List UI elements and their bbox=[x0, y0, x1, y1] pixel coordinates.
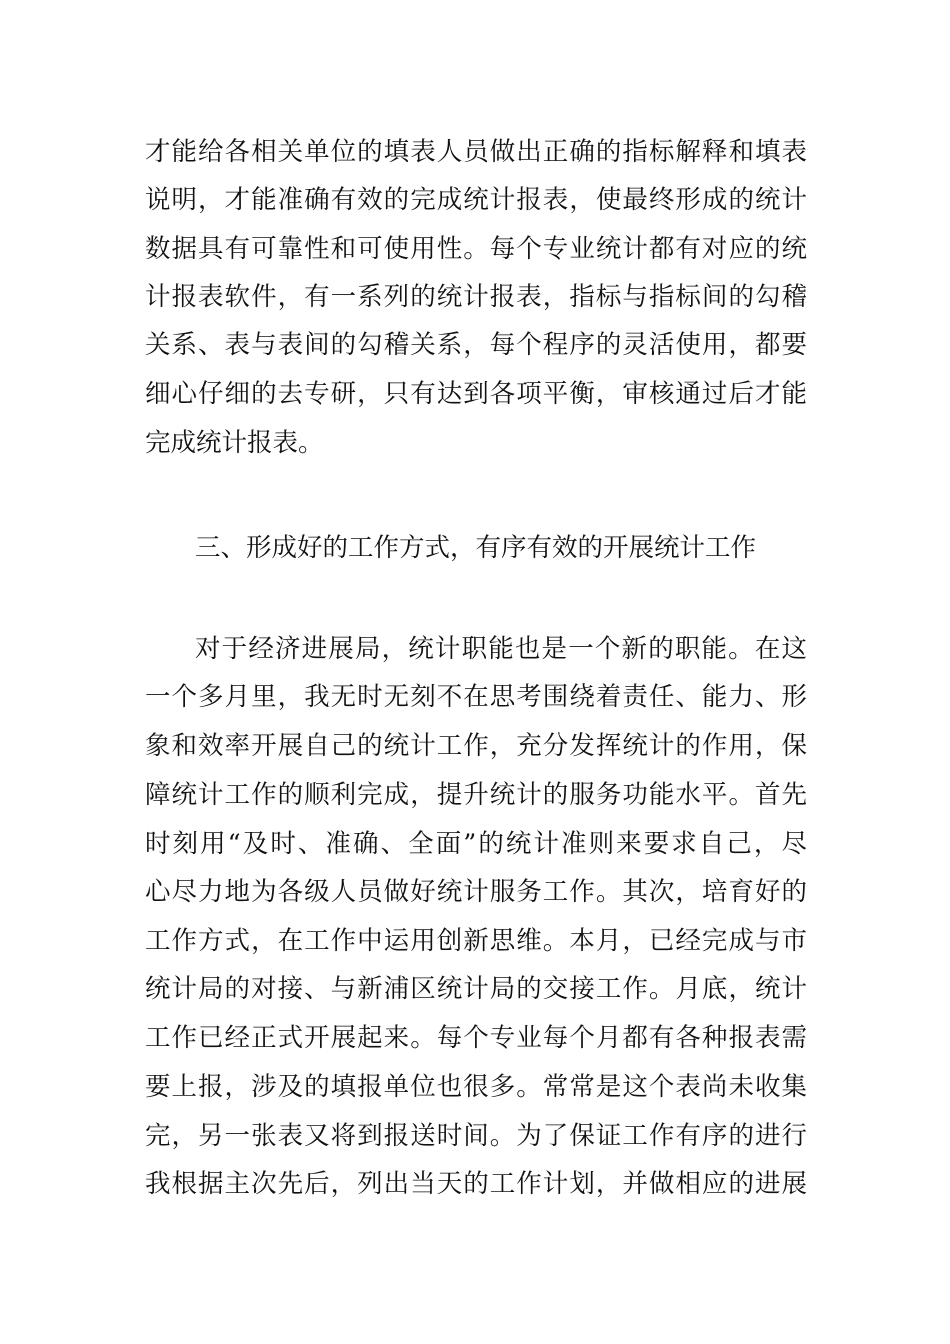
paragraph-2-line-10: 要上报，涉及的填报单位也很多。常常是这个表尚未收集 bbox=[145, 1072, 807, 1102]
paragraph-1-line-7: 完成统计报表。 bbox=[145, 428, 324, 458]
paragraph-1-line-1: 才能给各相关单位的填表人员做出正确的指标解释和填表 bbox=[145, 137, 807, 167]
paragraph-2-line-1: 对于经济进展局，统计职能也是一个新的职能。在这 bbox=[195, 634, 807, 664]
paragraph-2-line-5: 时刻用“及时、准确、全面”的统计准则来要求自己，尽 bbox=[145, 829, 807, 859]
paragraph-1-line-2: 说明，才能准确有效的完成统计报表，使最终形成的统计 bbox=[145, 185, 807, 215]
paragraph-2-line-9: 工作已经正式开展起来。每个专业每个月都有各种报表需 bbox=[145, 1023, 807, 1053]
paragraph-2-line-7: 工作方式，在工作中运用创新思维。本月，已经完成与市 bbox=[145, 926, 807, 956]
paragraph-2-line-4: 障统计工作的顺利完成，提升统计的服务功能水平。首先 bbox=[145, 780, 807, 810]
paragraph-1-line-5: 关系、表与表间的勾稽关系，每个程序的灵活使用，都要 bbox=[145, 330, 807, 360]
paragraph-1-line-4: 计报表软件，有一系列的统计报表，指标与指标间的勾稽 bbox=[145, 282, 807, 312]
paragraph-2-line-2: 一个多月里，我无时无刻不在思考围绕着责任、能力、形 bbox=[145, 682, 807, 712]
paragraph-2-line-11: 完，另一张表又将到报送时间。为了保证工作有序的进行 bbox=[145, 1121, 807, 1151]
paragraph-1-line-3: 数据具有可靠性和可使用性。每个专业统计都有对应的统 bbox=[145, 234, 807, 264]
paragraph-1-line-6: 细心仔细的去专研，只有达到各项平衡，审核通过后才能 bbox=[145, 379, 807, 409]
section-heading: 三、形成好的工作方式，有序有效的开展统计工作 bbox=[195, 533, 757, 563]
paragraph-2-line-6: 心尽力地为各级人员做好统计服务工作。其次，培育好的 bbox=[145, 877, 807, 907]
paragraph-2-line-3: 象和效率开展自己的统计工作，充分发挥统计的作用，保 bbox=[145, 731, 807, 761]
paragraph-2-line-12: 我根据主次先后，列出当天的工作计划，并做相应的进展 bbox=[145, 1169, 807, 1199]
paragraph-2-line-8: 统计局的对接、与新浦区统计局的交接工作。月底，统计 bbox=[145, 974, 807, 1004]
